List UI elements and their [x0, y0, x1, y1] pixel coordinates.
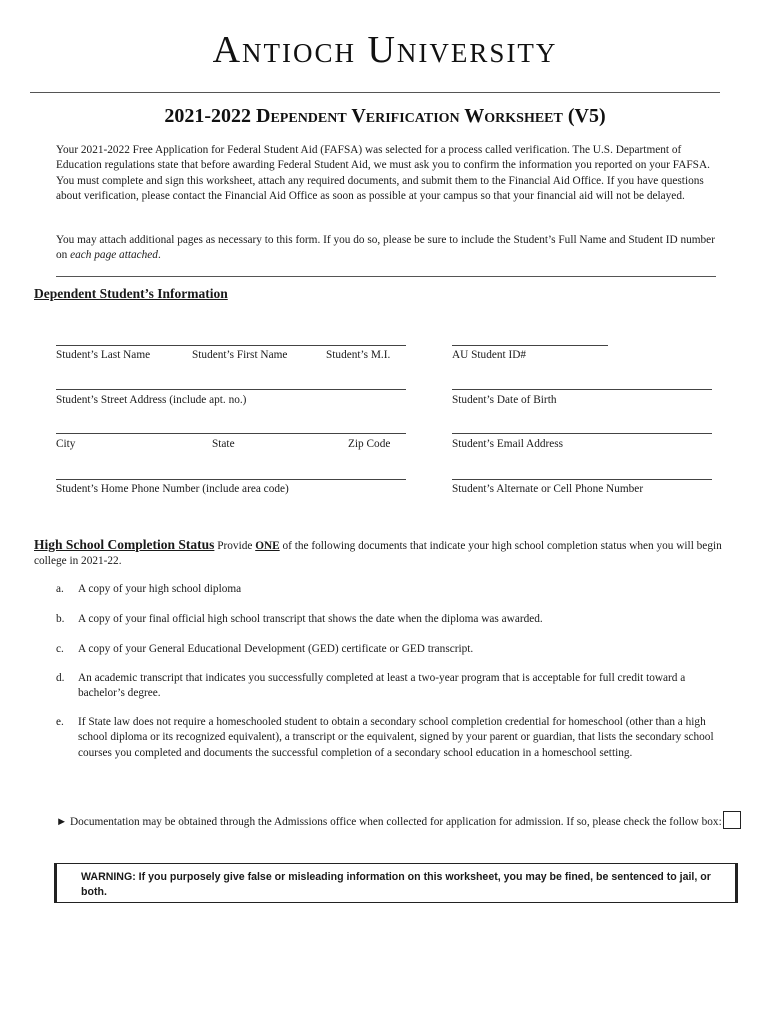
list-item-letter: b. [56, 613, 65, 625]
list-item [56, 715, 736, 779]
city-state-zip-field-line[interactable] [56, 433, 406, 434]
documentation-note [56, 811, 746, 830]
list-item [56, 612, 736, 628]
list-item-text: An academic transcript that indicates you successfully completed at least a two-year program that is acceptable for full credit toward a bachelor’s degree. [78, 672, 686, 700]
last-name-label: Student’s Last Name [56, 349, 151, 361]
documentation-note-text: ► Documentation may be obtained through the Admissions office when collected for application for admission. If so, please check the follow box: [56, 816, 722, 828]
hs-intro-pre: Provide [214, 540, 256, 552]
home-phone-field-line[interactable] [56, 479, 406, 480]
attach-italic: each page attached [70, 249, 158, 262]
attach-text: You may attach additional pages as necessary to this form. If you do so, please be sure to include the Student’s Full Name and Student ID number on [56, 234, 715, 262]
warning-text: WARNING: If you purposely give false or misleading information on this worksheet, you may be fined, be sentenced to jail, or both. [81, 871, 711, 898]
list-item [56, 582, 736, 598]
email-label: Student’s Email Address [452, 438, 564, 450]
alt-phone-label: Student’s Alternate or Cell Phone Number [452, 483, 644, 495]
list-item-letter: e. [56, 716, 64, 728]
email-field-line[interactable] [452, 433, 712, 434]
list-item-letter: a. [56, 583, 64, 595]
street-field-line[interactable] [56, 389, 406, 390]
zip-label: Zip Code [348, 438, 391, 450]
name-field-line[interactable] [56, 345, 406, 346]
hs-intro-post: of the following documents that indicate your high school completion status when you will begin college in 2021-22. [34, 540, 722, 567]
list-item-text: If State law does not require a homeschooled student to obtain a secondary school completion credential for homeschool (other than a high school diploma or its recognized equivalent), a transcript or the equivalent, signed by your parent or guardian, that lists the secondary school courses you completed and documents the successful completion of a secondary school education in a homeschool setting. [78, 716, 714, 759]
street-label: Student’s Street Address (include apt. no.) [56, 394, 247, 406]
au-id-label: AU Student ID# [452, 349, 527, 361]
list-item [56, 671, 736, 703]
dob-label: Student’s Date of Birth [452, 394, 557, 406]
hs-intro-one: ONE [255, 540, 280, 552]
high-school-heading: High School Completion Status [34, 537, 215, 552]
intro-paragraph: Your 2021-2022 Free Application for Federal Student Aid (FAFSA) was selected for a process called verification. The U.S. Department of Education regulations state that before awarding Federal Student Aid, we must ask you to confirm the information you reported on your FAFSA. You must complete and sign this worksheet, attach any required documents, and submit them to the Financial Aid Office. If you have questions about verification, please contact the Financial Aid Office as soon as possible at your campus so that your financial aid will not be delayed. [56, 144, 710, 203]
list-item-text: A copy of your high school diploma [78, 583, 242, 595]
intro-rule [56, 276, 716, 277]
page-title: 2021-2022 Dependent Verification Worksheet (V5) [164, 105, 606, 127]
mi-label: Student’s M.I. [326, 349, 391, 361]
home-phone-label: Student’s Home Phone Number (include area code) [56, 483, 289, 495]
attach-end: . [157, 249, 161, 262]
warning-box [54, 863, 738, 903]
high-school-intro [34, 537, 744, 569]
student-info-heading: Dependent Student’s Information [34, 286, 228, 301]
au-id-field-line[interactable] [452, 345, 608, 346]
alt-phone-field-line[interactable] [452, 479, 712, 480]
list-item [56, 642, 736, 658]
attach-paragraph [56, 233, 716, 264]
list-item-letter: c. [56, 643, 64, 655]
city-label: City [56, 438, 76, 450]
state-label: State [212, 438, 235, 450]
dob-field-line[interactable] [452, 389, 712, 390]
list-item-letter: d. [56, 672, 65, 684]
list-item-text: A copy of your General Educational Development (GED) certificate or GED transcript. [78, 643, 474, 655]
admissions-checkbox[interactable] [723, 811, 741, 829]
university-logo: Antioch University [212, 29, 558, 71]
first-name-label: Student’s First Name [192, 349, 288, 361]
list-item-text: A copy of your final official high school transcript that shows the date when the diploma was awarded. [78, 613, 543, 625]
header-rule [30, 92, 720, 93]
